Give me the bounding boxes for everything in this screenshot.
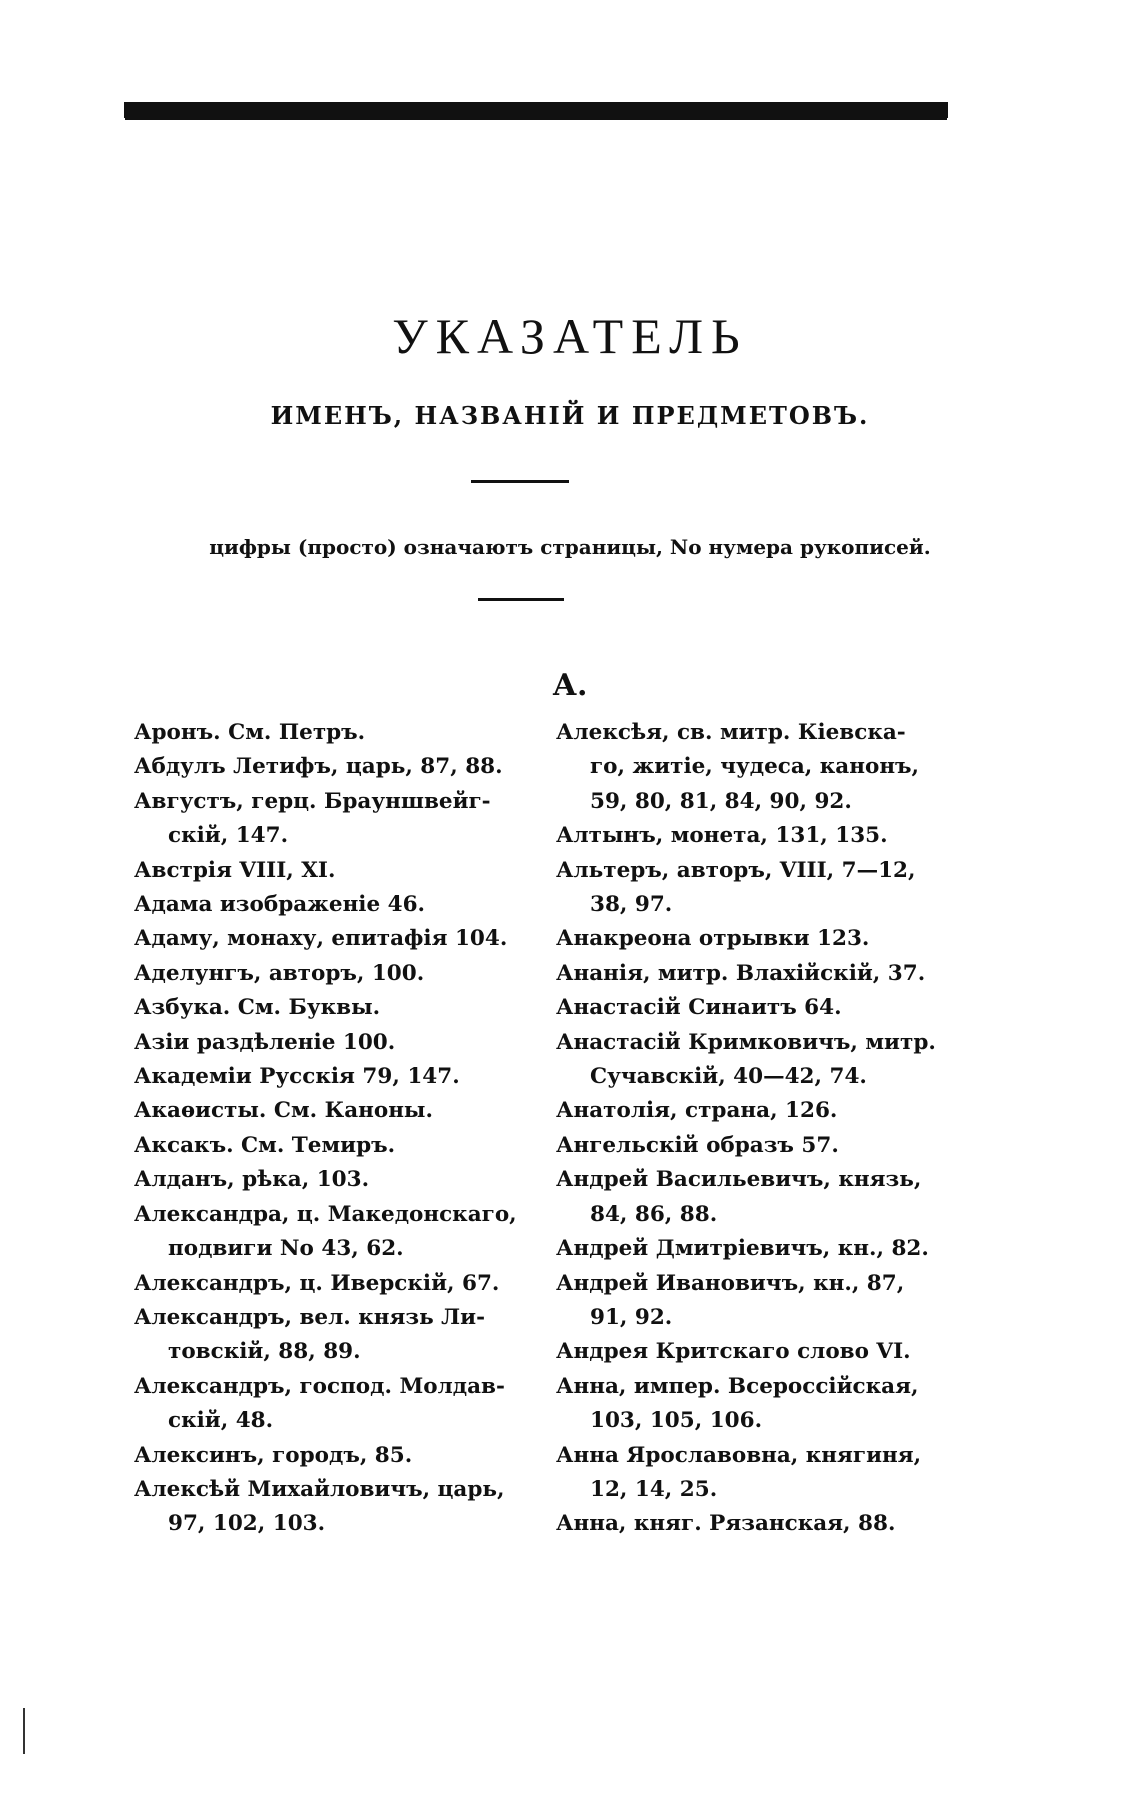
index-entry bbox=[556, 1370, 960, 1439]
index-entry-headline: Алданъ, рѣка, 103. bbox=[134, 1167, 370, 1193]
index-entry-headline: Александръ, ц. Иверскій, 67. bbox=[134, 1270, 500, 1296]
index-entry bbox=[556, 1439, 960, 1508]
index-entry bbox=[134, 854, 534, 888]
index-entry-continuation: 103, 105, 106. bbox=[590, 1408, 763, 1434]
index-entry-headline: Анна Ярославовна, княгиня, bbox=[556, 1442, 922, 1468]
index-entry-continuation: подвиги No 43, 62. bbox=[168, 1236, 404, 1262]
index-entry bbox=[556, 1335, 960, 1369]
index-entry bbox=[134, 1026, 534, 1060]
index-entry-continuation: 84, 86, 88. bbox=[590, 1201, 718, 1227]
index-entry-headline: Адаму, монаху, епитафія 104. bbox=[134, 926, 508, 952]
index-entry-continuation: 91, 92. bbox=[590, 1304, 673, 1330]
index-entry-headline: Абдулъ Летифъ, царь, 87, 88. bbox=[134, 754, 503, 780]
index-entry-headline: Алексѣй Михайловичъ, царь, bbox=[134, 1476, 505, 1502]
index-entry bbox=[556, 1232, 960, 1266]
index-entry bbox=[556, 819, 960, 853]
index-entry-headline: Августъ, герц. Брауншвейг- bbox=[134, 788, 491, 814]
index-column-left bbox=[134, 716, 534, 1542]
index-entry bbox=[134, 991, 534, 1025]
index-entry-headline: Анастасій Синаитъ 64. bbox=[556, 995, 842, 1021]
index-entry-continuation: 12, 14, 25. bbox=[590, 1476, 718, 1502]
index-entry-headline: Ангельскій образъ 57. bbox=[556, 1132, 839, 1158]
index-entry bbox=[134, 1370, 534, 1439]
index-entry bbox=[556, 957, 960, 991]
index-entry bbox=[556, 1267, 960, 1336]
page-subtitle: ИМЕНЪ, НАЗВАНІЙ И ПРЕДМЕТОВЪ. bbox=[270, 401, 870, 430]
section-letter: А. bbox=[552, 668, 588, 703]
index-entry-continuation: скій, 147. bbox=[168, 823, 289, 849]
index-entry-headline: Анна, импер. Всероссійская, bbox=[556, 1373, 919, 1399]
index-entry bbox=[134, 785, 534, 854]
index-entry bbox=[134, 922, 534, 956]
index-entry-continuation: товскій, 88, 89. bbox=[168, 1339, 361, 1365]
index-entry-headline: Александра, ц. Македонскаго, bbox=[134, 1201, 517, 1227]
index-entry bbox=[134, 888, 534, 922]
index-entry bbox=[134, 1163, 534, 1197]
index-entry-headline: Александръ, вел. князь Ли- bbox=[134, 1304, 486, 1330]
index-entry-headline: Андрея Критскаго слово VI. bbox=[556, 1339, 911, 1365]
index-entry-headline: Акаѳисты. См. Каноны. bbox=[134, 1098, 433, 1124]
index-entry bbox=[556, 854, 960, 923]
index-entry-headline: Андрей Ивановичъ, кн., 87, bbox=[556, 1270, 905, 1296]
index-entry-headline: Анатолія, страна, 126. bbox=[556, 1098, 838, 1124]
index-entry-headline: Аронъ. См. Петръ. bbox=[134, 720, 366, 745]
index-entry bbox=[134, 1129, 534, 1163]
index-entry-headline: Анна, княг. Рязанская, 88. bbox=[556, 1511, 896, 1537]
index-entry-headline: Андрей Дмитріевичъ, кн., 82. bbox=[556, 1236, 929, 1262]
index-entry bbox=[556, 1094, 960, 1128]
index-entry bbox=[134, 1060, 534, 1094]
index-entry bbox=[556, 716, 960, 819]
index-entry bbox=[134, 1301, 534, 1370]
index-entry-headline: Анакреона отрывки 123. bbox=[556, 926, 870, 952]
index-entry bbox=[134, 1094, 534, 1128]
index-entry bbox=[556, 1163, 960, 1232]
index-entry bbox=[134, 716, 534, 750]
index-entry-continuation: го, житіе, чудеса, канонъ, bbox=[590, 754, 920, 780]
index-entry-continuation: Сучавскій, 40—42, 74. bbox=[590, 1064, 867, 1090]
index-entry bbox=[556, 1129, 960, 1163]
index-entry-headline: Австрія VIII, XI. bbox=[134, 857, 336, 883]
index-entry bbox=[556, 1507, 960, 1541]
index-entry bbox=[134, 1198, 534, 1267]
top-border-rule bbox=[124, 102, 948, 118]
index-entry-headline: Алексѣя, св. митр. Кіевска- bbox=[556, 720, 906, 745]
divider-rule bbox=[478, 598, 564, 601]
index-entry-headline: Азбука. См. Буквы. bbox=[134, 995, 381, 1021]
index-entry-headline: Андрей Васильевичъ, князь, bbox=[556, 1167, 922, 1193]
margin-mark bbox=[23, 1708, 25, 1754]
index-entry-headline: Алтынъ, монета, 131, 135. bbox=[556, 823, 888, 849]
page-title: УКАЗАТЕЛЬ bbox=[392, 308, 748, 364]
divider-rule bbox=[471, 480, 569, 483]
index-entry bbox=[134, 1267, 534, 1301]
index-entry bbox=[134, 957, 534, 991]
index-entry bbox=[134, 750, 534, 784]
index-entry-headline: Аделунгъ, авторъ, 100. bbox=[134, 960, 425, 986]
index-entry-headline: Альтеръ, авторъ, VIII, 7—12, bbox=[556, 857, 916, 883]
index-entry-continuation: 59, 80, 81, 84, 90, 92. bbox=[590, 788, 852, 814]
index-entry-headline: Азіи раздѣленіе 100. bbox=[134, 1029, 396, 1055]
index-entry-headline: Аксакъ. См. Темиръ. bbox=[134, 1132, 396, 1158]
index-entry-headline: Анастасій Кримковичъ, митр. bbox=[556, 1029, 936, 1055]
index-entry-headline: Академіи Русскія 79, 147. bbox=[134, 1064, 460, 1090]
index-entry bbox=[556, 991, 960, 1025]
index-entry-headline: Ананія, митр. Влахійскій, 37. bbox=[556, 960, 926, 986]
index-entry-headline: Алексинъ, городъ, 85. bbox=[134, 1442, 413, 1468]
index-entry-continuation: 97, 102, 103. bbox=[168, 1511, 326, 1537]
index-entry bbox=[134, 1439, 534, 1473]
index-entry bbox=[556, 922, 960, 956]
index-entry-headline: Адама изображеніе 46. bbox=[134, 892, 426, 918]
index-entry-continuation: 38, 97. bbox=[590, 892, 673, 918]
index-entry bbox=[556, 1026, 960, 1095]
explanatory-note: цифры (просто) означаютъ страницы, No нумера рукописей. bbox=[209, 535, 931, 559]
index-entry-continuation: скій, 48. bbox=[168, 1408, 274, 1434]
index-entry bbox=[134, 1473, 534, 1542]
index-column-right bbox=[556, 716, 960, 1542]
index-entry-headline: Александръ, господ. Молдав- bbox=[134, 1373, 505, 1399]
